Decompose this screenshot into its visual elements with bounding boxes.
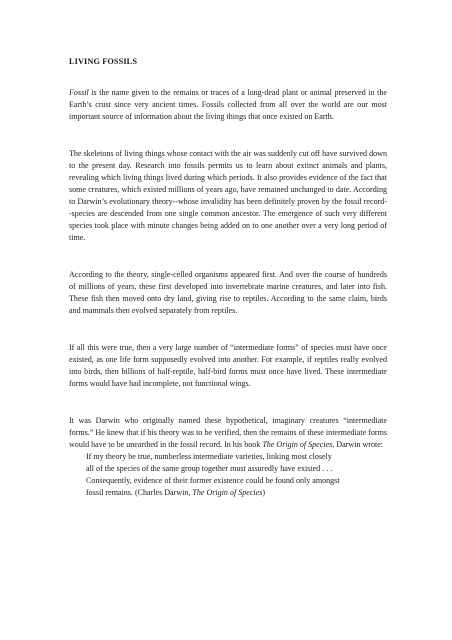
quote-line-3: Consequently, evidence of their former existence could be found only amongst (86, 476, 340, 486)
book-title: The Origin of Species (262, 439, 333, 449)
quote-line-1: If my theory be true, numberless intermediate varieties, linking most closely (86, 452, 332, 462)
document-page (69, 56, 387, 499)
fossil-term: Fossil (69, 88, 89, 97)
paragraph-darwin-text: It was Darwin who originally named these hypothetical, imaginary creatures “intermediate forms.” He knew that if his theory was to be verified, then the remains of these intermediate forms would have to be unearthed in the fossil record. In his book (69, 415, 387, 449)
quote-citation-end: ) (262, 488, 266, 498)
paragraph-fossil-definition-text: is the name given to the remains or traces of a long-dead plant or animal preserved in the Earth’s crust since very ancient times. Fossils collected from all over the world are our most important source of information about the living things that once existed on Earth. (69, 88, 387, 122)
paragraph-intermediate-forms: If all this were true, then a very large number of “intermediate forms” of species must have once existed, as one life form supposedly evolved into another. For example, if reptiles really evolved into birds, then billions of half-reptile, half-bird forms must once have lived. These intermediate forms would have had incomplete, not functional wings. (69, 342, 387, 389)
quote-book-title: The Origin of Species (192, 488, 263, 498)
quote-citation-start: fossil remains. (Charles Darwin, (86, 488, 193, 498)
paragraph-darwin-end: , Darwin wrote: (332, 439, 384, 449)
paragraph-skeletons: The skeletons of living things whose contact with the air was suddenly cut off have survived down to the present day. Research into fossils permits us to learn about extinct animals and plants, revealing which living things lived during which periods. It also provides evidence of the fact that some creatures, which existed millions of years ago, have remained unchanged to date. According to Darwin’s evolutionary theory--whose invalidity has been definitely proven by the fossil record--species are descended from one single common ancestor. The emergence of such very different species took place with minute changes being added on to one another over a very long period of time. (69, 148, 387, 243)
page-title: LIVING FOSSILS (69, 57, 138, 66)
paragraph-darwin (69, 415, 387, 451)
quote-line-4 (86, 487, 388, 499)
paragraph-theory: According to the theory, single-celled organisms appeared first. And over the course of hundreds of millions of years, these first developed into invertebrate marine creatures, and later into fish. These fish then moved onto dry land, giving rise to reptiles. According to the same claim, birds and mammals then evolved separately from reptiles. (69, 270, 387, 316)
quote-line-2: all of the species of the same group together must assuredly have existed . . . (86, 464, 333, 474)
darwin-quote (86, 451, 388, 499)
paragraph-fossil-definition (69, 87, 387, 123)
